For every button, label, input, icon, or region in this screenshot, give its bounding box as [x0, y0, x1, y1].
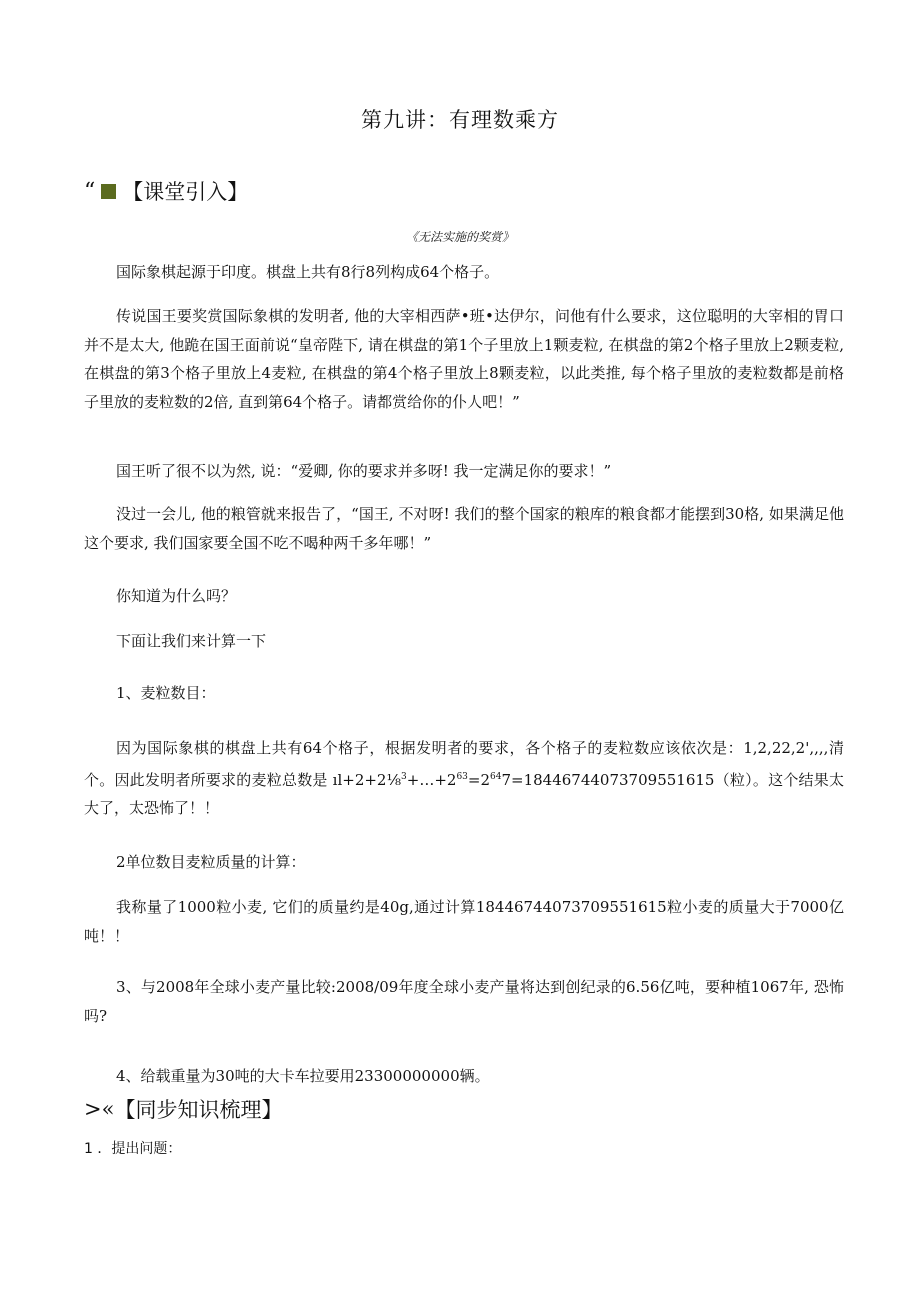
square-bullet-icon	[101, 184, 116, 199]
section-heading-knowledge	[84, 1094, 282, 1124]
formula-result: 7=18446744073709551615（粒）。这个结果太大了，太恐怖了！！	[84, 770, 845, 817]
formula-exponent-1: 3	[401, 771, 407, 782]
section-label-intro: 【课堂引入】	[122, 180, 249, 204]
paragraph-granary-report: 没过一会儿, 他的粮管就来报告了，“国王, 不对呀! 我们的整个国家的粮库的粮食都才能摆到30格, 如果满足他这个要求, 我们国家要全国不吃不喝种两千多年哪！”	[84, 505, 844, 552]
paragraph-king-reply: 国王听了很不以为然, 说：“爱卿, 你的要求并多呀! 我一定满足你的要求！”	[116, 462, 612, 480]
paragraph-legend: 传说国王要奖赏国际象棋的发明者, 他的大宰相西萨•班•达伊尔，问他有什么要求，这位聪明的大宰相的胃口并不是太大, 他跪在国王面前说“皇帝陛下, 请在棋盘的第1个子里放上1颗麦粒, 在棋盘的第2个格子里放上2颗麦粒, 在棋盘的第3个格子里放上4麦粒, 在棋盘的第4个格子里放上8颗麦粒，以此类推, 每个格子里放的麦粒数都是前格子里放的麦粒数的2倍, 直到第64个格子。请都赏给你的仆人吧！”	[84, 307, 844, 411]
formula-part-2: +…+2	[406, 770, 457, 789]
page-title: 第九讲：有理数乘方	[361, 108, 559, 132]
paragraph-mass-heading: 2单位数目麦粒质量的计算：	[116, 853, 306, 871]
angle-mark: >«	[84, 1097, 115, 1121]
paragraph-question: 你知道为什么吗？	[116, 587, 237, 605]
quote-mark: “	[84, 178, 96, 204]
section-heading-intro	[84, 176, 248, 206]
formula-part-1: ıl+2+2⅛	[332, 770, 402, 789]
formula-exponent-2: 63	[456, 771, 468, 782]
paragraph-production-compare: 3、与2008年全球小麦产量比较:2008/09年度全球小麦产量将达到创纪录的6.56亿吨，要种植1067年, 恐怖吗?	[84, 978, 844, 1025]
paragraph-chessboard: 国际象棋起源于印度。棋盘上共有8行8列构成64个格子。	[116, 263, 500, 281]
section-label-knowledge: 【同步知识梳理】	[114, 1098, 283, 1122]
grain-count-text: 因为国际象棋的棋盘上共有64个格子，根据发明者的要求，各个格子的麦粒数应该依次是：1,2,22,2',,,,清个。因此发明者所要求的麦粒总数是	[84, 739, 844, 789]
paragraph-truck-count: 4、给载重量为30吨的大卡车拉要用23300000000辆。	[116, 1067, 490, 1085]
paragraph-calc-intro: 下面让我们来计算一下	[116, 632, 267, 650]
formula-part-3: =2	[467, 770, 491, 789]
list-item-raise-question: 1 ．提出问题：	[84, 1141, 182, 1157]
paragraph-grain-count	[84, 734, 844, 823]
formula-exponent-3: 64	[490, 771, 502, 782]
paragraph-mass-calc: 我称量了1000粒小麦, 它们的质量约是40g,通过计算18446744073709551615粒小麦的质量大于7000亿吨！！	[84, 898, 844, 945]
paragraph-grain-count-heading: 1、麦粒数目：	[116, 684, 216, 702]
story-title: 《无法实施的奖赏》	[405, 230, 514, 244]
